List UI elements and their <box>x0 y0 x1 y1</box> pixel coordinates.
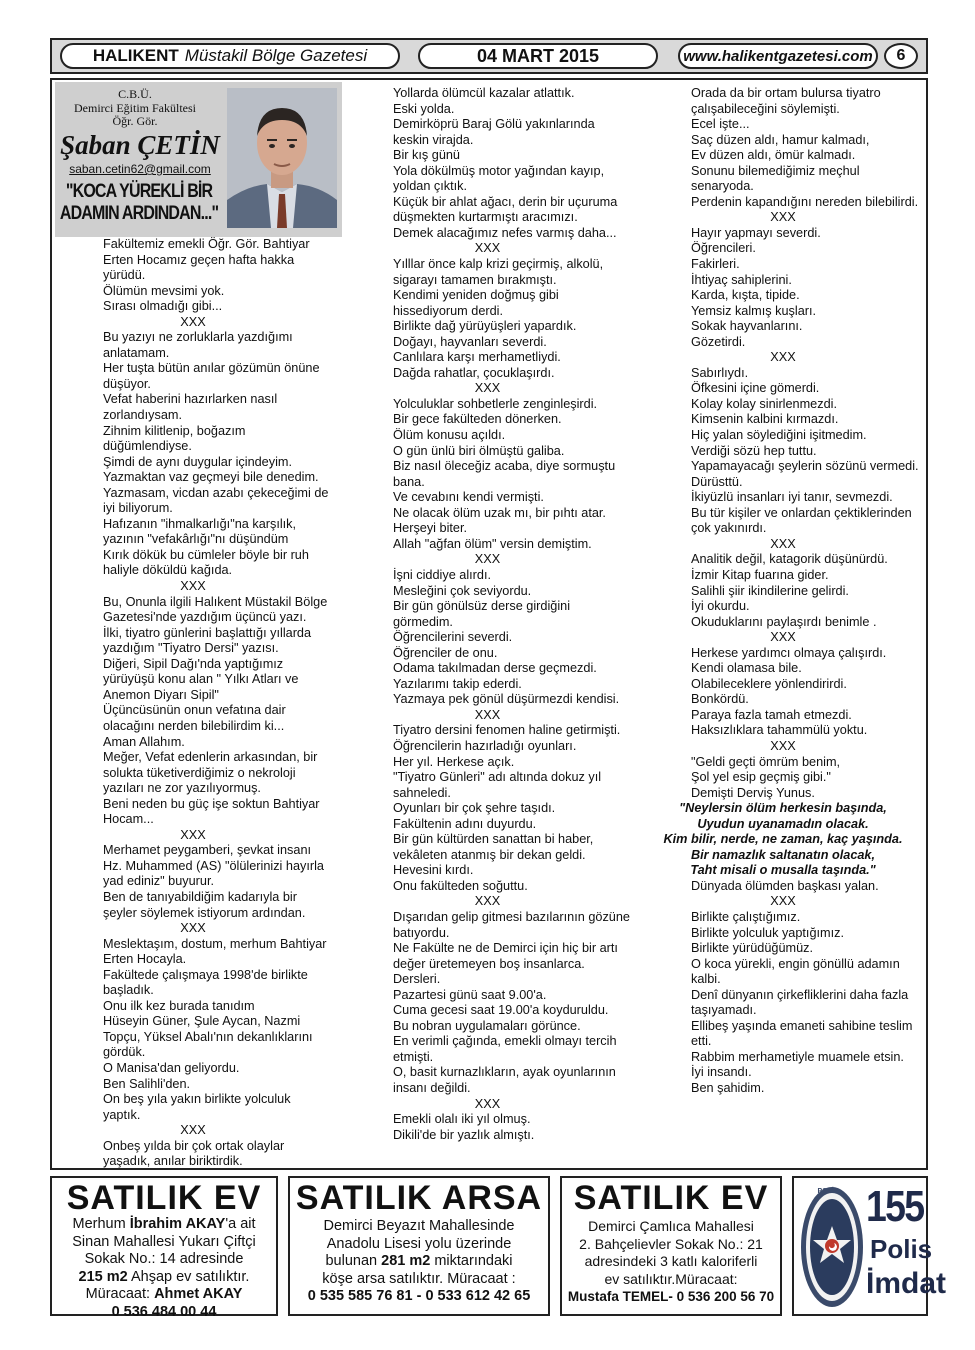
article-paragraph: İyi okurdu. <box>691 599 750 614</box>
article-paragraph: On beş yıla yakın birlikte yolculuk yaptık. <box>103 1092 291 1122</box>
section-separator: XXX <box>180 827 206 842</box>
section-separator: XXX <box>180 1123 206 1138</box>
article-paragraph: Ne Fakülte ne de Demirci için hiç bir artı değer üretemeyen boş insanlarca. <box>393 941 618 971</box>
article-paragraph: Kimsenin kalbini kırmazdı. <box>691 412 839 427</box>
section-separator: XXX <box>474 1096 501 1111</box>
section-separator: XXX <box>474 381 501 396</box>
article-paragraph: Bu nobran uygulamaları görünce. <box>393 1018 581 1033</box>
section-separator: XXX <box>180 579 206 594</box>
article-paragraph: Biz nasıl öleceğiz acaba, diye sormuştu bana. <box>393 459 616 489</box>
article-paragraph: Canlılara karşı merhametliydi. <box>393 350 561 365</box>
article-paragraph: Sokak hayvanlarını. <box>691 319 803 334</box>
ad-line <box>52 1216 276 1234</box>
ad-line: ev satılıktır.Müracaat: <box>604 1270 738 1287</box>
ad-line: adresindeki 3 katlı kaloriferli <box>584 1253 758 1269</box>
ad-body <box>562 1218 780 1306</box>
article-paragraph: Merhamet peygamberi, şevkat insanı Hz. Muhammed (AS) "ölülerinizi hayırla yad ediniz" buyurur. <box>103 843 324 889</box>
article-paragraph: Tiyatro dersini fenomen haline getirmişti. <box>393 723 621 738</box>
article-paragraph: Eski yolda. <box>393 101 455 116</box>
hotline-label: İmdat <box>866 1267 947 1300</box>
article-paragraph: Onu ilk kez burada tanıdım <box>103 998 255 1013</box>
ad-text: Müracaat: <box>85 1286 155 1302</box>
section-separator: XXX <box>770 536 796 551</box>
hotline-label: Polis <box>870 1234 933 1264</box>
article-paragraph: İyi insandı. <box>691 1065 752 1080</box>
article-paragraph: Ben de tanıyabildiğim kadarıyla bir şeyler söylemek istiyorum ardından. <box>103 889 306 920</box>
article-paragraph: Yılllar önce kalp krizi geçirmiş, alkolü, sigarayı tamamen bırakmıştı. <box>393 257 604 287</box>
article-paragraph: Hevesini kırdı. <box>393 863 474 878</box>
article-paragraph: Fakültemiz emekli Öğr. Gör. Bahtiyar Erten Hocamız geçen hafta hakka yürüdü. <box>103 237 310 283</box>
ad-phone[interactable]: 0 535 585 76 81 - 0 533 612 42 65 <box>307 1288 531 1304</box>
article-paragraph: İzmir Kitap fuarına gider. <box>691 567 829 582</box>
ad-area: 215 m2 <box>78 1268 128 1285</box>
ad-line: 2. Bahçelievler Sokak No.: 21 <box>579 1235 763 1252</box>
headline-line: "KOCA YÜREKLİ BİR <box>65 180 213 202</box>
article-paragraph: Sabırlıydı. <box>691 365 749 380</box>
website-link[interactable]: www.halikentgazetesi.com <box>678 43 878 69</box>
article-paragraph: Yazmaya pek gönül düşürmezdi kendisi. <box>393 692 620 707</box>
article-paragraph: Uyudun uyanamadın olacak. <box>697 816 869 831</box>
institution-line: Öğr. Gör. <box>112 114 158 128</box>
article-paragraph: Herkese yardımcı olmaya çalışırdı. <box>691 645 887 660</box>
article-paragraph: İkiyüzlü insanları iyi tanır, sevmezdi. <box>691 490 893 505</box>
ad-body <box>290 1218 548 1306</box>
article-paragraph: Bir gün kültürden sanattan bi haber, vekâleten atanmış bir dekan geldi. <box>393 832 594 862</box>
article-paragraph: Her yıl. Herkese açık. <box>393 754 515 769</box>
masthead-name: HALIKENT <box>92 46 179 65</box>
ad-text: miktarındaki <box>430 1253 513 1269</box>
article-paragraph: Öfkesini içine gömerdi. <box>691 381 820 396</box>
article-paragraph: Demirköprü Baraj Gölü yakınlarında keskin virajda. <box>393 117 595 147</box>
article-paragraph: Paraya fazla tamah etmezdi. <box>691 707 852 722</box>
article-paragraph: Şol yel esip geçmiş gibi." <box>691 770 831 785</box>
article-headline <box>55 180 223 224</box>
article-paragraph: Dünyada ölümden başkası yalan. <box>691 878 879 893</box>
article-paragraph: Analitik değil, katagorik düşünürdü. <box>691 552 888 567</box>
article-paragraph: Şimdi de aynı duygular içindeyim. <box>103 454 292 469</box>
article-paragraph: Verdiği sözü hep tuttu. <box>691 443 817 458</box>
article-paragraph: Öğrencileri. <box>691 241 756 256</box>
article-paragraph: Herşeyi biter. <box>393 521 468 536</box>
article-paragraph: Yollarda ölümcül kazalar atlattık. <box>393 86 575 100</box>
ad-line: Demirci Beyazıt Mahallesinde <box>323 1218 515 1234</box>
article-paragraph: Yazılarımı takip ederdi. <box>393 676 522 691</box>
ad-line <box>52 1286 276 1304</box>
ad-text: 'a ait <box>225 1216 256 1232</box>
ad-line: köşe arsa satılıktır. Müracaat : <box>322 1270 516 1287</box>
article-paragraph: İhtiyaç sahiplerini. <box>691 272 792 287</box>
article-paragraph: Yola dökülmüş motor yağından kayıp, yoldan çıktık. <box>393 163 605 194</box>
article-paragraph: Yolculuklar sohbetlerle zenginleşirdi. <box>393 396 598 411</box>
article-column-3 <box>643 86 923 1097</box>
section-separator: XXX <box>180 921 206 936</box>
article-paragraph: "Geldi geçti ömrüm benim, <box>691 754 841 769</box>
section-separator: XXX <box>770 894 796 909</box>
article-paragraph: Oyunları bir çok şehre taşıdı. <box>393 801 556 816</box>
article-paragraph: İşni ciddiye alırdı. <box>393 567 492 582</box>
ad-line <box>290 1253 548 1271</box>
article-paragraph: Ben şahidim. <box>691 1081 765 1095</box>
article-paragraph: Onbeş yılda bir çok ortak olaylar yaşadık, anılar biriktirdik. <box>103 1138 285 1169</box>
article-paragraph: Bir kış günü <box>393 148 460 163</box>
article-paragraph: Kırık dökük bu cümleler böyle bir ruh haliyle döküldü kağıda. <box>103 547 309 578</box>
article-paragraph: Ben Salihli'den. <box>103 1076 191 1091</box>
page-number: 6 <box>884 43 918 69</box>
article-paragraph: Demişti Derviş Yunus. <box>691 785 815 800</box>
article-paragraph: Olabileceklere yönlendirirdi. <box>691 676 847 691</box>
article-paragraph: Meğer, Vefat edenlerin arkasından, bir solukta tüketiverdiğimiz o nekroloji yazıları ne zor yazılıyormuş. <box>103 750 318 796</box>
article-paragraph: Diğeri, Sipil Dağı'nda yaptığımız yürüyüşü konu alan " Yılkı Atları ve Anemon Diyarı Sipil" <box>103 656 299 702</box>
ad-body <box>52 1216 276 1321</box>
article-paragraph: Hiç yalan söylediğini işitmedim. <box>691 428 867 443</box>
section-separator: XXX <box>770 350 796 365</box>
ad-title: SATILIK EV <box>573 1179 769 1217</box>
article-paragraph: "Tiyatro Günleri" adı altında dokuz yıl sahneledi. <box>393 770 602 800</box>
article-paragraph: Öğrenciler de onu. <box>393 645 498 660</box>
article-paragraph: Dışarıdan gelip gitmesi bazılarının gözüne batıyordu. <box>393 909 630 940</box>
institution-line: C.B.Ü. <box>118 87 152 101</box>
hotline-number[interactable]: 155 <box>866 1182 924 1231</box>
ad-house-for-sale-2 <box>560 1176 782 1316</box>
section-separator: XXX <box>180 314 206 329</box>
article-paragraph: Perdenin kapandığını nereden bilebilirdi. <box>691 194 919 209</box>
article-paragraph: Saç düzen aldı, hamur kalmadı, <box>691 132 870 147</box>
article-paragraph: Taht misali o musalla taşında." <box>690 863 876 878</box>
article-paragraph: Yazmasam, vicdan azabı çekeceğimi de iyi biliyorum. <box>103 485 329 516</box>
article-paragraph: Kendimi yeniden doğmuş gibi hissediyorum derdi. <box>393 288 559 318</box>
article-column-1 <box>55 237 331 1170</box>
ad-line <box>52 1269 276 1287</box>
article-paragraph: Bu tür kişiler ve onlardan çektiklerinden çok yakınırdı. <box>691 505 912 536</box>
article-paragraph: Bir gece fakülteden dönerken. <box>393 412 562 427</box>
article-paragraph: Zihnim kilitlenip, boğazım düğümlendiyse. <box>103 423 246 454</box>
section-separator: XXX <box>770 630 796 645</box>
author-name: Şaban ÇETİN <box>60 130 220 160</box>
ad-text: Ahşap ev satılıktır. <box>127 1268 250 1285</box>
article-paragraph: Yapamayacağı şeylerin sözünü vermedi. <box>691 459 919 474</box>
article-paragraph: Birlikte çalıştığımız. <box>691 909 801 924</box>
section-separator: XXX <box>770 210 796 225</box>
ad-area: 281 m2 <box>381 1253 431 1269</box>
article-paragraph: Cuma gecesi saat 19.00'a koyduruldu. <box>393 1003 609 1018</box>
article-paragraph: Ve cevabını kendi vermişti. <box>393 490 544 505</box>
author-photo <box>227 88 337 228</box>
section-separator: XXX <box>474 707 501 722</box>
article-paragraph: Allah "ağfan ölüm" versin demiştim. <box>393 536 592 551</box>
article-paragraph: Ecel işte... <box>691 117 750 132</box>
article-paragraph: Gözetirdi. <box>691 334 746 349</box>
headline-line: ADAMIN ARDINDAN..." <box>59 202 219 224</box>
article-paragraph: Denî dünyanın çirkefliklerini daha fazla taşıyamadı. <box>691 987 909 1018</box>
article-paragraph: Dağda rahatlar, çocuklaşırdı. <box>393 365 555 380</box>
article-paragraph: Birlikte dağ yürüyüşleri yapardık. <box>393 319 577 334</box>
author-institution <box>55 88 215 129</box>
ad-line: Anadolu Lisesi yolu üzerinde <box>326 1235 512 1252</box>
masthead-tagline: Müstakil Bölge Gazetesi <box>184 46 368 65</box>
article-paragraph: Fakültenin adını duyurdu. <box>393 816 537 831</box>
ad-police-hotline <box>792 1176 947 1316</box>
article-paragraph: Hüseyin Güner, Şule Aycan, Nazmi Topçu, Yüksel Abalı'nın dekanlıklarını gördük. <box>103 1014 313 1060</box>
article-paragraph: Birlikte yürüdüğümüz. <box>691 941 813 956</box>
article-paragraph: Dürüsttü. <box>691 474 743 489</box>
article-paragraph: Yemsiz kalmış kuşları. <box>691 303 817 318</box>
section-separator: XXX <box>770 738 796 753</box>
ad-phone[interactable]: 0 536 484 00 44 <box>111 1303 217 1320</box>
article-paragraph: Öğrencilerin hazırladığı oyunları. <box>393 738 577 753</box>
article-paragraph: O, basit kurnazlıkların, ayak oyunlarının insanı değildi. <box>393 1065 616 1095</box>
article-paragraph: Ne olacak ölüm uzak mı, bir pıhtı atar. <box>393 505 606 520</box>
ad-house-for-sale-1 <box>50 1176 278 1320</box>
article-paragraph: Kim bilir, nerde, ne zaman, kaç yaşında. <box>663 832 903 847</box>
article-paragraph: Dikili'de bir yazlık almıştı. <box>393 1127 535 1142</box>
article-paragraph: Yazmaktan vaz geçmeyi bile denedim. <box>103 470 319 485</box>
article-paragraph: Mesleğini çok seviyordu. <box>393 583 532 598</box>
page-header <box>50 38 928 74</box>
article-paragraph: Öğrencilerini severdi. <box>393 630 513 645</box>
article-paragraph: Karda, kışta, tipide. <box>691 288 800 303</box>
article-paragraph: "Neylersin ölüm herkesin başında, <box>679 801 887 816</box>
article-paragraph: Kolay kolay sinirlenmezdi. <box>691 396 837 411</box>
article-paragraph: Bir namazlık saltanatın olacak, <box>690 847 876 862</box>
article-paragraph: Orada da bir ortam bulursa tiyatro çalışabileceğini söylemişti. <box>691 86 881 116</box>
article-paragraph: Odama takılmadan derse geçmezdi. <box>393 661 597 676</box>
article-paragraph: Fakirleri. <box>691 257 740 272</box>
article-paragraph: Kendi olamasa bile. <box>691 661 802 676</box>
ad-text: Merhum <box>72 1216 130 1232</box>
article-paragraph: Salihli şiir ikindilerine gelirdi. <box>691 583 849 598</box>
article-paragraph: Vefat haberini hazırlarken nasıl zorlandıysam. <box>103 392 278 423</box>
article-paragraph: Bonkördü. <box>691 692 749 707</box>
police-emblem-icon <box>799 1184 865 1310</box>
ad-title: SATILIK ARSA <box>295 1179 543 1217</box>
article-paragraph: İlki, tiyatro günlerini başlattığı yıllarda yazdığım "Tiyatro Dersi" yazısı. <box>103 625 312 656</box>
ad-line: Sokak No.: 14 adresinde <box>84 1251 244 1267</box>
section-separator: XXX <box>474 552 501 567</box>
article-paragraph: En verimli çağında, emekli olmayı tercih etmişti. <box>393 1034 617 1064</box>
article-paragraph: Üçüncüsünün onun vefatına dair olacağını nerden bilebilirdim ki... <box>103 703 286 733</box>
ad-owner: İbrahim AKAY <box>129 1216 226 1232</box>
article-paragraph: O koca yürekli, engin gönüllü adamın kalbi. <box>691 956 900 987</box>
article-paragraph: Onu fakülteden soğuttu. <box>393 878 528 893</box>
issue-date: 04 MART 2015 <box>418 43 658 69</box>
emblem-text: POLİS <box>817 1188 839 1195</box>
ad-title: SATILIK EV <box>66 1179 262 1217</box>
article-paragraph: Bu yazıyı ne zorluklarla yazdığımı anlatamam. <box>103 330 293 360</box>
article-paragraph: Rabbim merhametiyle muamele etsin. <box>691 1049 904 1064</box>
institution-line: Demirci Eğitim Fakültesi <box>74 100 196 115</box>
article-paragraph: Her tuşta bütün anılar gözümün önüne düşüyor. <box>103 361 320 391</box>
article-paragraph: Doğayı, hayvanları severdi. <box>393 334 547 349</box>
article-paragraph: Demek alacağımız nefes varmış daha... <box>393 225 617 240</box>
article-paragraph: Meslektaşım, dostum, merhum Bahtiyar Erten Hocaylа. <box>103 936 327 967</box>
section-separator: XXX <box>474 241 501 256</box>
ad-phone[interactable]: Mustafa TEMEL- 0 536 200 56 70 <box>567 1289 775 1304</box>
article-paragraph: Sırası olmadığı gibi... <box>103 299 223 314</box>
article-paragraph: O Manisa'dan geliyordu. <box>103 1060 240 1075</box>
article-paragraph: Bir gün gönülsüz derse girdiğini görmedim. <box>393 599 571 629</box>
article-paragraph: Ölüm konusu açıldı. <box>393 428 506 443</box>
article-paragraph: Bu, Onunla ilgili Halıkent Müstakil Bölge Gazetesi'nde yazdığım üçüncü yazı. <box>103 594 328 625</box>
article-paragraph: Ev düzen aldı, ömür kalmadı. <box>691 148 856 163</box>
article-paragraph: Aman Allahım. <box>103 734 185 749</box>
author-box <box>55 82 342 237</box>
article-paragraph: Haksızlıklara tahammülü yoktu. <box>691 723 868 738</box>
article-paragraph: Emekli olalı iki yıl olmuş. <box>393 1112 531 1127</box>
article-paragraph: Fakültede çalışmaya 1998'de birlikte başladık. <box>103 967 308 998</box>
article-paragraph: Sonunu bilemediğimiz meçhul senaryoda. <box>691 163 860 194</box>
ad-line: Sinan Mahallesi Yukarı Çiftçi <box>72 1233 256 1250</box>
ad-land-for-sale <box>288 1176 550 1316</box>
article-paragraph: Ellibeş yaşında emaneti sahibine teslim etti. <box>691 1018 913 1049</box>
article-column-2 <box>345 86 630 1143</box>
article-paragraph: Beni neden bu güç işe soktun Bahtiyar Hocam... <box>103 796 320 827</box>
article-paragraph: Ölümün mevsimi yok. <box>103 283 225 298</box>
article-paragraph: Pazartesi günü saat 9.00'a. <box>393 987 547 1002</box>
article-paragraph: Hafızanın "ihmalkarlığı"na karşılık, yazının "vefakârlığı"nı düşündüm <box>103 516 297 547</box>
ad-text: bulunan <box>325 1253 382 1269</box>
section-separator: XXX <box>474 894 501 909</box>
ad-line: Demirci Çamlıca Mahallesi <box>588 1218 754 1234</box>
masthead <box>60 43 400 69</box>
ad-contact: Ahmet AKAY <box>154 1286 243 1302</box>
article-paragraph: Hayır yapmayı severdi. <box>691 225 821 240</box>
article-paragraph: Küçük bir ahlat ağacı, derin bir uçuruma düşmekten kurtarmıştı aracımızı. <box>393 194 618 225</box>
article-paragraph: Dersleri. <box>393 972 441 987</box>
author-email[interactable]: saban.cetin62@gmail.com <box>69 162 211 176</box>
article-paragraph: O gün ünlü biri ölmüştü galiba. <box>393 443 565 458</box>
article-paragraph: Birlikte yolculuk yaptığımız. <box>691 925 845 940</box>
article-paragraph: Okuduklarını paylaşırdı benimle . <box>691 614 877 629</box>
